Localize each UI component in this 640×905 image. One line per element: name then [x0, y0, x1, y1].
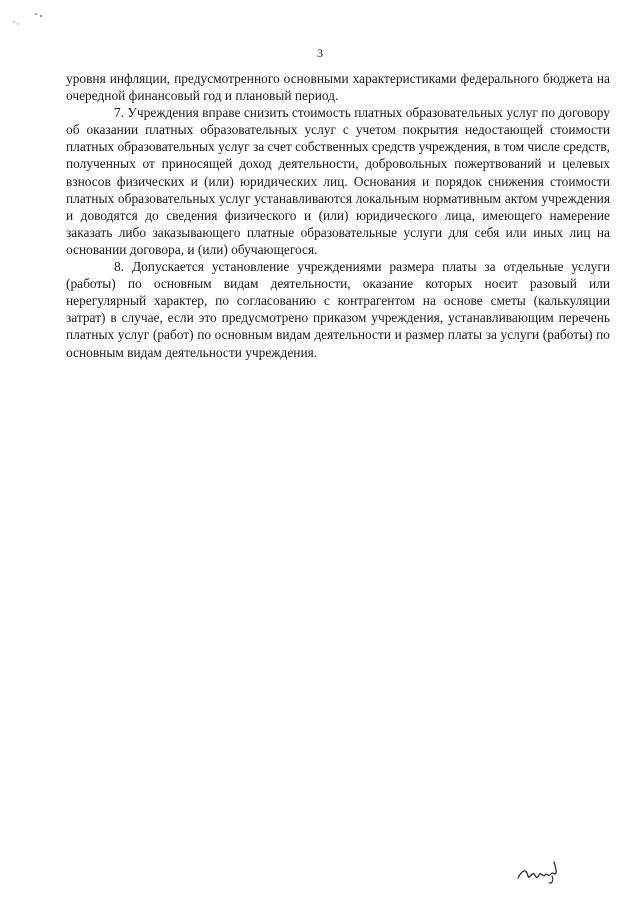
page-number: 3 — [317, 46, 323, 60]
paragraph-inflation-continuation: уровня инфляции, предусмотренного основными характеристиками федерального бюджета на очередной финансовый год и плановый период. — [66, 71, 610, 104]
handwritten-initials-signature — [514, 856, 564, 886]
paragraph-8-separate-fees: 8. Допускается установление учреждениями размера платы за отдельные услуги (работы) по основным видам деятельности, оказание которых носит разовый или нерегулярный характер, по согласованию с контрагентом на основе сметы (калькуляции затрат) в случае, если это предусмотрено приказом учреждения, устанавливающим перечень платных услуг (работ) по основным видам деятельности и размер платы за услуги (работы) по основным видам деятельности учреждения. — [66, 259, 610, 360]
scan-artifact-mark — [8, 8, 48, 28]
document-body — [66, 70, 610, 361]
paragraph-7-fee-reduction: 7. Учреждения вправе снизить стоимость платных образовательных услуг по договору об оказании платных образовательных услуг с учетом покрытия недостающей стоимости платных образовательных услуг за счет собственных средств учреждения, в том числе средств, полученных от приносящей доход деятельности, добровольных пожертвований и целевых взносов физических и (или) юридических лиц. Основания и порядок снижения стоимости платных образовательных услуг устанавливаются локальным нормативным актом учреждения и доводятся до сведения физического и (или) юридического лица, имеющего намерение заказать либо заказывающего платные образовательные услуги для себя или иных лиц на основании договора, и (или) обучающегося. — [66, 105, 610, 257]
